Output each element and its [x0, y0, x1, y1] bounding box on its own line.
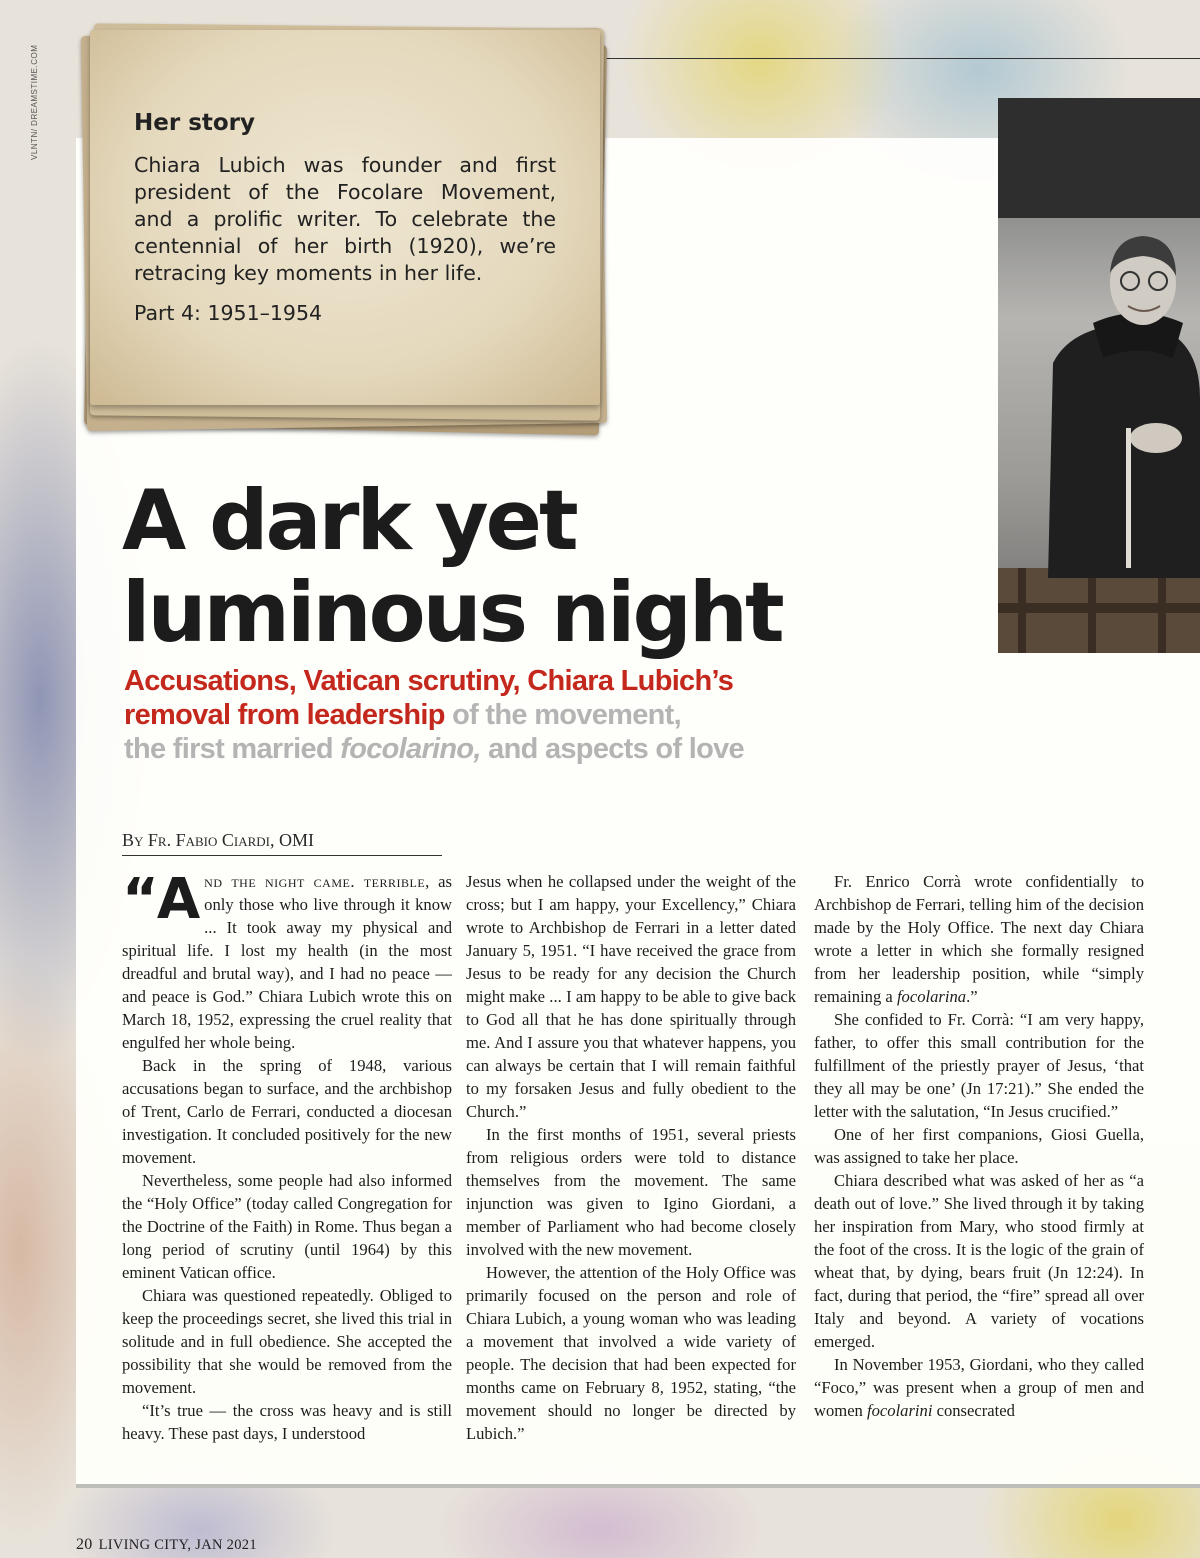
article-headline [122, 472, 782, 661]
page-footer [76, 1536, 257, 1554]
article-paragraph: Chiara described what was asked of her as “a death out of love.” She lived through it by taking her inspiration from Mary, who stood firmly at the foot of the cross. It is the logic of the grain of wheat that, by dying, bears fruit (Jn 12:24). In fact, during that period, the “fire” spread all over Italy and beyond. A variety of vocations emerged. [814, 1171, 1144, 1351]
paragraph-text: In November 1953, Giordani, who they called “Foco,” was present when a group of men and women [814, 1355, 1144, 1420]
article-paragraph: One of her first companions, Giosi Guella, was assigned to take her place. [814, 1125, 1144, 1167]
article-paragraph: However, the attention of the Holy Office was primarily focused on the person and role of Chiara Lubich, a young woman who was leading a movement that involved a wide variety of people. The decision that had been expected for months came on February 8, 1952, stating, “the movement should no longer be directed by Lubich.” [466, 1263, 796, 1443]
headline-line-1: A dark yet [122, 472, 576, 569]
her-story-card [90, 30, 600, 405]
her-story-card-stack [80, 18, 610, 438]
article-paragraph: She confided to Fr. Corrà: “I am very happy, father, to offer this small contribution for the fulfillment of the priestly prayer of Jesus, ‘that they all may be one’ (Jn 17:21).” She ended the letter with the salutation, “In Jesus crucified.” [814, 1010, 1144, 1121]
article-paragraph: In the first months of 1951, several priests from religious orders were told to distance themselves from the movement. The same injunction was given to Igino Giordani, a member of Parliament who had become closely involved with the new movement. [466, 1125, 796, 1259]
top-rule [560, 58, 1200, 59]
article-paragraph: Back in the spring of 1948, various accusations began to surface, and the archbishop of Trent, Carlo de Ferrari, conducted a diocesan investigation. It concluded positively for the new movement. [122, 1056, 452, 1167]
paragraph-text: .” [966, 987, 978, 1006]
headline-line-2: luminous night [122, 564, 782, 661]
paragraph-italic: focolarini [867, 1401, 933, 1420]
card-text: Chiara Lubich was founder and first president of the Focolare Movement, and a prolific writer. To celebrate the centennial of her birth (1920), we’re retracing key moments in her life. [134, 153, 556, 285]
article-paragraph [814, 1353, 1144, 1422]
portrait-photo [998, 98, 1200, 653]
paragraph-italic: focolarina [896, 987, 967, 1006]
dropcap-quote: “ [122, 867, 157, 932]
dropcap-letter: A [156, 867, 201, 932]
publication-info: LIVING CITY, JAN 2021 [98, 1537, 257, 1553]
subtitle-red-1: Accusations, Vatican scrutiny, Chiara Lubich’s [124, 665, 734, 697]
article-subtitle [124, 664, 924, 766]
page-number: 20 [76, 1536, 93, 1553]
article-paragraph: Jesus when he collapsed under the weight of the cross; but I am happy, your Excellency,” Chiara wrote to Archbishop de Ferrari in a letter dated January 5, 1951. “I have received the grace from Jesus to be ready for any decision the Church might make ... I am happy to be able to give back to God all that he has done spiritually through me. And I assure you that whatever happens, you can always be certain that I will remain faithful to my forsaken Jesus and fully obedient to the Church.” [466, 872, 796, 1121]
subtitle-red-2: removal from leadership [124, 699, 445, 731]
dropcap [122, 867, 201, 932]
page-edge [76, 1484, 1200, 1488]
article-paragraph: “It’s true — the cross was heavy and is still heavy. These past days, I understood [122, 1401, 452, 1443]
card-title: Her story [134, 110, 256, 136]
subtitle-grey-2: the first married [124, 733, 341, 765]
subtitle-grey-3: and aspects of love [480, 733, 744, 765]
subtitle-grey-italic: focolarino, [340, 733, 481, 765]
subtitle-grey-1: of the movement, [444, 699, 681, 731]
byline [122, 830, 442, 856]
byline-suffix: , OMI [269, 830, 314, 850]
lead-in-caps: nd the night came. terrible, [204, 872, 430, 891]
byline-author: By Fr. Fabio Ciardi [122, 830, 270, 850]
paragraph-text: as only those who live through it know ... It took away my physical and spiritual life. I lost my health (in the most dreadful and brutal way), and I had no peace — and peace is God.” Chiara Lubich wrote this on March 18, 1952, expressing the cruel reality that engulfed her whole being. [122, 872, 452, 1052]
article-column-1 [122, 867, 452, 1445]
paragraph-text: Fr. Enrico Corrà wrote confidentially to Archbishop de Ferrari, telling him of the decision made by the Holy Office. The next day Chiara wrote a letter in which she formally resigned from her leadership position, while “simply remaining a [814, 872, 1144, 1006]
article-column-3 [814, 870, 1144, 1422]
article-paragraph [122, 867, 452, 1054]
article-paragraph: Chiara was questioned repeatedly. Obliged to keep the proceedings secret, she lived this trial in solitude and in full obedience. She accepted the possibility that she would be removed from the movement. [122, 1286, 452, 1397]
paragraph-text: consecrated [932, 1401, 1015, 1420]
article-paragraph [814, 870, 1144, 1008]
card-part: Part 4: 1951–1954 [134, 301, 323, 325]
friar-figure [998, 98, 1200, 653]
article-paragraph: Nevertheless, some people had also informed the “Holy Office” (today called Congregation for the Doctrine of the Faith) in Rome. Thus began a long period of scrutiny (until 1964) by this eminent Vatican office. [122, 1171, 452, 1282]
article-column-2 [466, 870, 796, 1445]
photo-credit: VLNTN/ DREAMSTIME.COM [30, 44, 39, 160]
